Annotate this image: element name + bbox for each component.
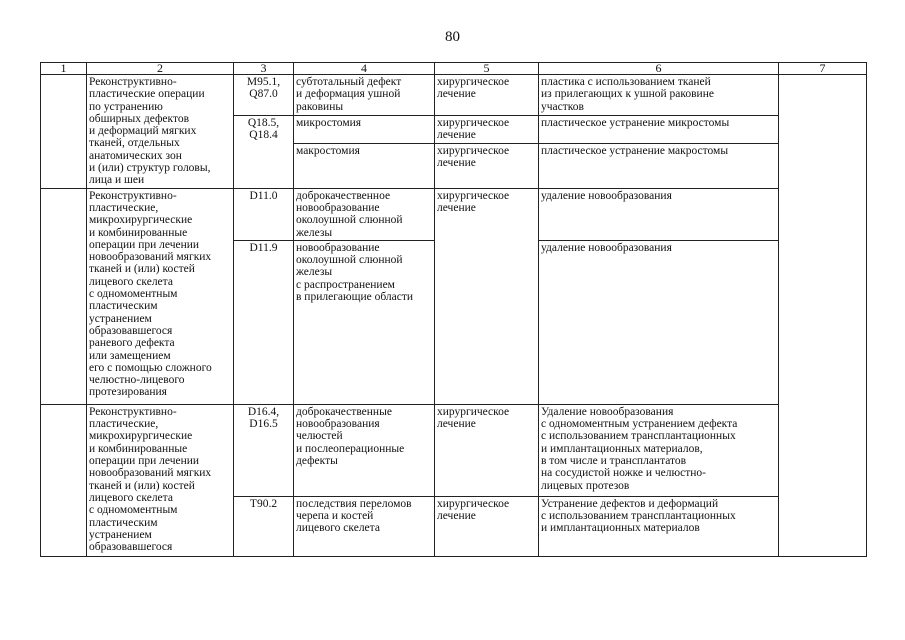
treatment-type-cell xyxy=(435,496,539,556)
table-row xyxy=(41,188,867,240)
text-line: пластическое устранение микростомы xyxy=(541,117,730,129)
text-line: или замещением xyxy=(89,349,171,362)
text-line: микростомия xyxy=(296,117,362,129)
diagnosis-cell xyxy=(294,143,435,188)
text-line: пластические операции xyxy=(89,88,205,101)
text-line: с использованием трансплантационных xyxy=(541,430,736,443)
text-line: и комбинированные xyxy=(89,226,188,239)
text-line: железы xyxy=(296,266,333,279)
text-line: образовавшегося xyxy=(89,541,173,554)
text-line: Q18.4 xyxy=(249,129,278,142)
text-line: устранением xyxy=(89,312,152,325)
tariff-cell xyxy=(779,75,867,557)
text-line: хирургическое xyxy=(437,117,510,129)
icd-code-cell xyxy=(234,496,294,556)
column-header-3: 3 xyxy=(234,63,294,75)
text-line: лицевого скелета xyxy=(89,491,173,504)
column-header-1: 1 xyxy=(41,63,87,75)
medical-care-table xyxy=(40,62,867,557)
treatment-type-cell xyxy=(435,75,539,116)
text-line: и имплантационных материалов xyxy=(541,522,700,535)
treatment-method-cell xyxy=(539,240,779,404)
text-line: D11.0 xyxy=(249,189,278,202)
text-line: D16.5 xyxy=(249,418,278,431)
text-line: новообразования xyxy=(296,418,380,431)
text-line: околоушной слюнной xyxy=(296,214,403,227)
text-line: лечение xyxy=(437,129,476,142)
text-line: субтотальный дефект xyxy=(296,76,402,88)
text-line: и имплантационных материалов, xyxy=(541,442,703,455)
text-line: образовавшегося xyxy=(89,324,173,337)
treatment-method-cell xyxy=(539,75,779,116)
text-line: с использованием трансплантационных xyxy=(541,510,736,523)
text-line: и послеоперационные xyxy=(296,442,405,455)
text-line: M95.1, xyxy=(246,76,281,88)
text-line: лицевых протезов xyxy=(541,479,630,492)
text-line: и деформаций мягких xyxy=(89,125,197,138)
text-line: челюстей xyxy=(296,430,343,443)
text-line: Удаление новообразования xyxy=(541,405,674,418)
row-number-cell xyxy=(41,188,87,404)
diagnosis-cell xyxy=(294,240,435,404)
text-line: хирургическое xyxy=(437,76,510,88)
treatment-method-cell xyxy=(539,143,779,188)
column-header-5: 5 xyxy=(435,63,539,75)
text-line: пластическим xyxy=(89,300,158,313)
text-line: хирургическое xyxy=(437,189,510,202)
text-line: доброкачественное xyxy=(296,189,391,202)
text-line: с одномоментным устранением дефекта xyxy=(541,418,738,431)
text-line: по устранению xyxy=(89,100,163,113)
text-line: новообразований мягких xyxy=(89,251,212,264)
text-line: обширных дефектов xyxy=(89,112,190,125)
text-line: лечение xyxy=(437,418,476,431)
diagnosis-cell xyxy=(294,188,435,240)
text-line: с одномоментным xyxy=(89,504,178,517)
text-line: и (или) структур головы, xyxy=(89,162,211,175)
text-line: новообразований мягких xyxy=(89,467,212,480)
icd-code-cell xyxy=(234,188,294,240)
text-line: операции при лечении xyxy=(89,455,200,468)
text-line: Реконструктивно- xyxy=(89,76,177,88)
text-line: челюстно-лицевого xyxy=(89,374,185,387)
text-line: анатомических зон xyxy=(89,149,182,162)
procedure-name-cell xyxy=(87,75,234,189)
treatment-method-cell xyxy=(539,188,779,240)
text-line: удаление новообразования xyxy=(541,241,672,254)
text-line: протезирования xyxy=(89,386,167,399)
text-line: лица и шеи xyxy=(89,174,145,187)
text-line: пластическим xyxy=(89,516,158,529)
text-line: тканей, отдельных xyxy=(89,137,180,150)
treatment-method-cell xyxy=(539,116,779,144)
text-line: железы xyxy=(296,226,333,239)
column-header-2: 2 xyxy=(87,63,234,75)
diagnosis-cell xyxy=(294,404,435,496)
text-line: пластическое устранение макростомы xyxy=(541,144,729,157)
text-line: микрохирургические xyxy=(89,430,193,443)
text-line: пластические, xyxy=(89,418,159,431)
text-line: хирургическое xyxy=(437,144,510,157)
icd-code-cell xyxy=(234,116,294,189)
table-row xyxy=(41,75,867,116)
icd-code-cell xyxy=(234,240,294,404)
text-line: Q18.5, xyxy=(247,117,280,129)
text-line: хирургическое xyxy=(437,497,510,510)
text-line: новообразование xyxy=(296,241,380,254)
text-line: микрохирургические xyxy=(89,214,193,227)
procedure-name-cell xyxy=(87,404,234,556)
text-line: на сосудистой ножке и челюстно- xyxy=(541,467,706,480)
text-line: лечение xyxy=(437,156,476,169)
text-line: лечение xyxy=(437,510,476,523)
text-line: доброкачественные xyxy=(296,405,392,418)
text-line: раковины xyxy=(296,100,344,113)
text-line: Реконструктивно- xyxy=(89,189,177,202)
text-line: и деформация ушной xyxy=(296,88,401,101)
text-line: Реконструктивно- xyxy=(89,405,177,418)
treatment-method-cell xyxy=(539,496,779,556)
text-line: D11.9 xyxy=(249,241,278,254)
text-line: Q87.0 xyxy=(249,88,278,101)
row-number-cell xyxy=(41,404,87,556)
text-line: удаление новообразования xyxy=(541,189,672,202)
text-line: участков xyxy=(541,100,584,113)
text-line: устранением xyxy=(89,528,152,541)
text-line: околоушной слюнной xyxy=(296,254,403,267)
treatment-type-cell xyxy=(435,143,539,188)
text-line: лечение xyxy=(437,201,476,214)
row-number-cell xyxy=(41,75,87,189)
text-line: лечение xyxy=(437,88,476,101)
text-line: Устранение дефектов и деформаций xyxy=(541,497,719,510)
diagnosis-cell xyxy=(294,116,435,144)
page-number: 80 xyxy=(445,29,460,45)
text-line: пластические, xyxy=(89,201,159,214)
diagnosis-cell xyxy=(294,496,435,556)
text-line: тканей и (или) костей xyxy=(89,263,195,276)
text-line: лицевого скелета xyxy=(296,522,380,535)
treatment-type-cell xyxy=(435,188,539,404)
procedure-name-cell xyxy=(87,188,234,404)
treatment-method-cell xyxy=(539,404,779,496)
text-line: тканей и (или) костей xyxy=(89,479,195,492)
text-line: последствия переломов xyxy=(296,497,412,510)
text-line: макростомия xyxy=(296,144,360,157)
column-numbers-row xyxy=(41,63,867,75)
column-header-7: 7 xyxy=(779,63,867,75)
column-header-4: 4 xyxy=(294,63,435,75)
treatment-type-cell xyxy=(435,116,539,144)
icd-code-cell xyxy=(234,404,294,496)
text-line: D16.4, xyxy=(247,405,280,418)
text-line: T90.2 xyxy=(249,497,278,510)
text-line: черепа и костей xyxy=(296,510,374,523)
table-row xyxy=(41,404,867,496)
text-line: дефекты xyxy=(296,455,338,468)
text-line: пластика с использованием тканей xyxy=(541,76,711,88)
text-line: в том числе и трансплантатов xyxy=(541,455,687,468)
text-line: с одномоментным xyxy=(89,288,178,301)
text-line: раневого дефекта xyxy=(89,337,175,350)
icd-code-cell xyxy=(234,75,294,116)
treatment-type-cell xyxy=(435,404,539,496)
text-line: лицевого скелета xyxy=(89,275,173,288)
text-line: в прилегающие области xyxy=(296,291,414,304)
text-line: и комбинированные xyxy=(89,442,188,455)
text-line: его с помощью сложного xyxy=(89,361,212,374)
column-header-6: 6 xyxy=(539,63,779,75)
text-line: с распространением xyxy=(296,278,395,291)
text-line: из прилегающих к ушной раковине xyxy=(541,88,714,101)
diagnosis-cell xyxy=(294,75,435,116)
text-line: новообразование xyxy=(296,201,380,214)
text-line: операции при лечении xyxy=(89,238,200,251)
text-line: хирургическое xyxy=(437,405,510,418)
